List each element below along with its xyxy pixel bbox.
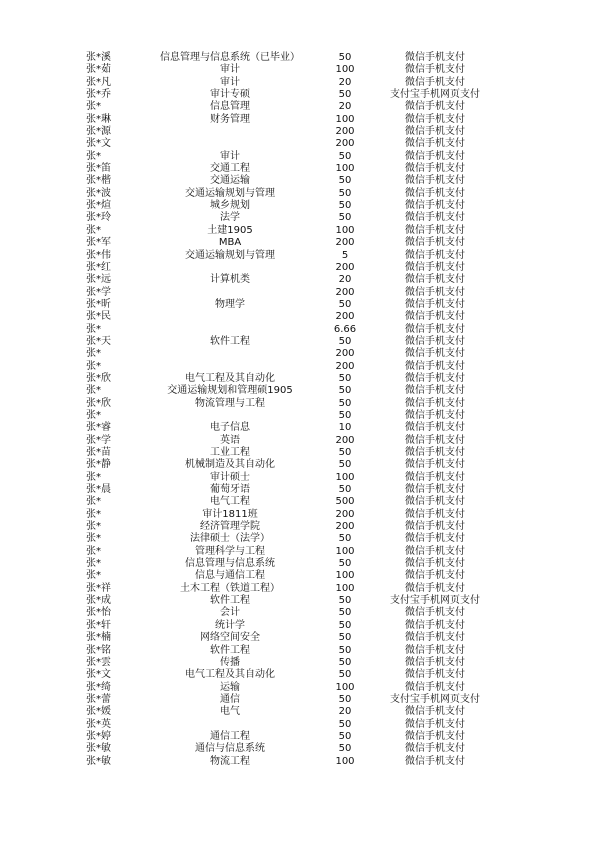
donor-major: 信息管理与信息系统（已毕业）: [160, 52, 300, 63]
table-row: [0, 459, 600, 471]
donor-name: 张*远: [86, 274, 111, 286]
donor-name: 张*笛: [86, 163, 111, 175]
donation-amount: 20: [338, 101, 352, 113]
table-row: [0, 361, 600, 373]
donor-name: 张*: [86, 150, 101, 162]
payment-method: 微信手机支付: [405, 570, 465, 582]
table-row: [0, 336, 600, 348]
donor-name: 张*煊: [86, 200, 111, 212]
payment-method: 微信手机支付: [405, 76, 465, 88]
payment-method: 微信手机支付: [405, 656, 465, 668]
table-row: [0, 595, 600, 607]
donor-name: 张*: [86, 521, 101, 533]
table-row: [0, 77, 600, 89]
payment-method: 微信手机支付: [405, 298, 465, 310]
donation-amount: 50: [338, 607, 352, 619]
donor-major: 经济管理学院: [200, 521, 260, 533]
donation-amount: 50: [338, 459, 352, 471]
donor-name: 张*楷: [86, 175, 111, 187]
payment-method: 微信手机支付: [405, 619, 465, 631]
donor-major: 物理学: [215, 298, 245, 310]
donation-amount: 200: [335, 237, 355, 249]
donation-amount: 50: [338, 187, 352, 199]
payment-method: 微信手机支付: [405, 644, 465, 656]
donor-major: 计算机类: [210, 274, 250, 286]
donor-major: 电气工程: [210, 496, 250, 508]
donation-amount: 50: [338, 693, 352, 705]
donation-amount: 50: [338, 718, 352, 730]
payment-method: 微信手机支付: [405, 484, 465, 496]
donor-major: 交通工程: [210, 163, 250, 175]
donor-name: 张*源: [86, 126, 111, 138]
donor-name: 张*凡: [86, 76, 111, 88]
donor-name: 张*欣: [86, 372, 111, 384]
donation-amount: 200: [335, 521, 355, 533]
donor-major: 物流工程: [210, 755, 250, 767]
donor-major: 信息与通信工程: [195, 570, 265, 582]
donation-amount: 200: [335, 261, 355, 273]
donation-amount: 500: [335, 496, 355, 508]
payment-method: 微信手机支付: [405, 521, 465, 533]
table-row: [0, 138, 600, 150]
payment-method: 支付宝手机网页支付: [390, 89, 480, 101]
donor-name: 张*静: [86, 459, 111, 471]
donation-amount: 50: [338, 644, 352, 656]
donor-major: 交通运输: [210, 175, 250, 187]
table-row: [0, 52, 600, 64]
table-row: [0, 496, 600, 508]
payment-method: 微信手机支付: [405, 755, 465, 767]
table-row: [0, 657, 600, 669]
donor-major: 通信: [220, 693, 240, 705]
donor-major: 软件工程: [210, 644, 250, 656]
donor-major: 工业工程: [210, 447, 250, 458]
payment-method: 微信手机支付: [405, 447, 465, 458]
payment-method: 微信手机支付: [405, 681, 465, 693]
donation-amount: 20: [338, 274, 352, 286]
donor-name: 张*天: [86, 335, 111, 347]
table-row: [0, 188, 600, 200]
table-row: [0, 287, 600, 299]
table-row: [0, 237, 600, 249]
donor-name: 张*学: [86, 434, 111, 446]
donor-major: 财务管理: [210, 113, 250, 125]
donor-name: 张*英: [86, 718, 111, 730]
donor-major: 英语: [220, 434, 240, 446]
donation-amount: 50: [338, 409, 352, 421]
donation-amount: 50: [338, 619, 352, 631]
table-row: [0, 546, 600, 558]
donation-amount: 50: [338, 632, 352, 644]
donor-name: 张*红: [86, 261, 111, 273]
donor-major: 软件工程: [210, 595, 250, 607]
table-row: [0, 743, 600, 755]
table-row: [0, 435, 600, 447]
donation-amount: 200: [335, 434, 355, 446]
payment-method: 微信手机支付: [405, 200, 465, 212]
table-row: [0, 472, 600, 484]
donor-major: 审计1811班: [202, 508, 258, 520]
payment-method: 微信手机支付: [405, 730, 465, 742]
payment-method: 微信手机支付: [405, 360, 465, 372]
donor-name: 张*蕾: [86, 693, 111, 705]
payment-method: 微信手机支付: [405, 126, 465, 138]
donor-major: 通信与信息系统: [195, 743, 265, 755]
payment-method: 微信手机支付: [405, 582, 465, 594]
donor-name: 张*: [86, 471, 101, 483]
donor-name: 张*: [86, 385, 101, 397]
table-row: [0, 645, 600, 657]
payment-method: 微信手机支付: [405, 422, 465, 434]
table-row: [0, 410, 600, 422]
donor-name: 张*琳: [86, 113, 111, 125]
donor-name: 张*: [86, 570, 101, 582]
payment-method: 微信手机支付: [405, 558, 465, 570]
table-row: [0, 706, 600, 718]
donation-amount: 50: [338, 669, 352, 681]
donation-amount: 100: [335, 163, 355, 175]
payment-method: 微信手机支付: [405, 706, 465, 718]
payment-method: 微信手机支付: [405, 224, 465, 236]
table-row: [0, 274, 600, 286]
table-row: [0, 200, 600, 212]
donation-amount: 50: [338, 89, 352, 101]
donation-amount: 200: [335, 138, 355, 150]
payment-method: 微信手机支付: [405, 385, 465, 397]
table-row: [0, 632, 600, 644]
donor-name: 张*波: [86, 187, 111, 199]
donation-amount: 5: [341, 249, 349, 261]
donor-major: 审计: [220, 64, 240, 76]
table-row: [0, 521, 600, 533]
table-row: [0, 669, 600, 681]
donation-amount: 50: [338, 447, 352, 458]
payment-method: 微信手机支付: [405, 496, 465, 508]
payment-method: 微信手机支付: [405, 286, 465, 298]
table-row: [0, 64, 600, 76]
payment-method: 微信手机支付: [405, 138, 465, 150]
table-row: [0, 607, 600, 619]
donation-amount: 10: [338, 422, 352, 434]
payment-method: 微信手机支付: [405, 335, 465, 347]
payment-method: 微信手机支付: [405, 718, 465, 730]
table-row: [0, 509, 600, 521]
donation-amount: 50: [338, 397, 352, 409]
donor-name: 张*: [86, 224, 101, 236]
payment-method: 微信手机支付: [405, 52, 465, 63]
donor-name: 张*茹: [86, 64, 111, 76]
donor-major: 电气工程及其自动化: [185, 669, 275, 681]
table-row: [0, 262, 600, 274]
donor-major: 法律硕士（法学）: [190, 533, 270, 545]
table-row: [0, 583, 600, 595]
payment-method: 微信手机支付: [405, 632, 465, 644]
donor-name: 张*文: [86, 669, 111, 681]
donor-name: 张*: [86, 496, 101, 508]
table-row: [0, 299, 600, 311]
payment-method: 微信手机支付: [405, 459, 465, 471]
donor-major: 机械制造及其自动化: [185, 459, 275, 471]
donation-amount: 50: [338, 743, 352, 755]
donation-amount: 50: [338, 212, 352, 224]
donation-amount: 50: [338, 656, 352, 668]
donor-name: 张*敏: [86, 743, 111, 755]
donation-amount: 50: [338, 730, 352, 742]
donor-major: 软件工程: [210, 335, 250, 347]
donor-major: 传播: [220, 656, 240, 668]
table-row: [0, 348, 600, 360]
donor-name: 张*: [86, 323, 101, 335]
donor-major: 会计: [220, 607, 240, 619]
table-row: [0, 570, 600, 582]
table-row: [0, 682, 600, 694]
donation-amount: 50: [338, 150, 352, 162]
donor-name: 张*玲: [86, 212, 111, 224]
donor-name: 张*溪: [86, 52, 111, 63]
donation-amount: 100: [335, 471, 355, 483]
donation-amount: 100: [335, 64, 355, 76]
payment-method: 微信手机支付: [405, 397, 465, 409]
donor-name: 张*学: [86, 286, 111, 298]
donor-name: 张*军: [86, 237, 111, 249]
donor-major: 管理科学与工程: [195, 545, 265, 557]
donor-name: 张*祥: [86, 582, 111, 594]
donation-amount: 200: [335, 508, 355, 520]
table-row: [0, 484, 600, 496]
donor-major: 电气: [220, 706, 240, 718]
table-row: [0, 756, 600, 768]
donation-amount: 50: [338, 385, 352, 397]
table-row: [0, 731, 600, 743]
payment-method: 微信手机支付: [405, 249, 465, 261]
donation-amount: 200: [335, 126, 355, 138]
donor-name: 张*: [86, 409, 101, 421]
donor-name: 张*铭: [86, 644, 111, 656]
payment-method: 微信手机支付: [405, 261, 465, 273]
table-row: [0, 311, 600, 323]
table-row: [0, 422, 600, 434]
donor-name: 张*昕: [86, 298, 111, 310]
donor-major: 通信工程: [210, 730, 250, 742]
payment-method: 微信手机支付: [405, 372, 465, 384]
payment-method: 微信手机支付: [405, 212, 465, 224]
donation-amount: 50: [338, 558, 352, 570]
donor-major: 网络空间安全: [200, 632, 260, 644]
donation-amount: 100: [335, 570, 355, 582]
payment-method: 微信手机支付: [405, 101, 465, 113]
donor-name: 张*: [86, 348, 101, 360]
payment-method: 微信手机支付: [405, 743, 465, 755]
donor-name: 张*轩: [86, 619, 111, 631]
donation-amount: 200: [335, 311, 355, 323]
table-row: [0, 225, 600, 237]
donor-major: 电气工程及其自动化: [185, 372, 275, 384]
payment-method: 微信手机支付: [405, 533, 465, 545]
donation-amount: 50: [338, 298, 352, 310]
donor-name: 张*睿: [86, 422, 111, 434]
donor-major: 土建1905: [207, 224, 253, 236]
donor-major: 物流管理与工程: [195, 397, 265, 409]
donation-amount: 50: [338, 200, 352, 212]
table-row: [0, 175, 600, 187]
donor-major: 土木工程（铁道工程）: [180, 582, 280, 594]
donor-name: 张*楠: [86, 632, 111, 644]
table-row: [0, 101, 600, 113]
payment-method: 微信手机支付: [405, 607, 465, 619]
donation-amount: 200: [335, 360, 355, 372]
table-row: [0, 558, 600, 570]
donor-major: 审计: [220, 76, 240, 88]
table-row: [0, 398, 600, 410]
payment-method: 微信手机支付: [405, 434, 465, 446]
table-row: [0, 250, 600, 262]
payment-method: 微信手机支付: [405, 187, 465, 199]
donor-name: 张*乔: [86, 89, 111, 101]
table-row: [0, 163, 600, 175]
donor-major: 法学: [220, 212, 240, 224]
table-row: [0, 694, 600, 706]
donation-amount: 50: [338, 372, 352, 384]
donor-major: 信息管理: [210, 101, 250, 113]
donation-amount: 100: [335, 113, 355, 125]
donor-major: MBA: [218, 237, 242, 249]
table-row: [0, 89, 600, 101]
table-row: [0, 620, 600, 632]
payment-method: 微信手机支付: [405, 274, 465, 286]
donation-amount: 100: [335, 582, 355, 594]
donor-major: 信息管理与信息系统: [185, 558, 275, 570]
table-row: [0, 212, 600, 224]
donor-name: 张*婷: [86, 730, 111, 742]
payment-method: 微信手机支付: [405, 323, 465, 335]
donation-amount: 50: [338, 335, 352, 347]
donation-amount: 50: [338, 533, 352, 545]
donation-amount: 50: [338, 52, 352, 63]
payment-method: 微信手机支付: [405, 471, 465, 483]
donation-amount: 20: [338, 706, 352, 718]
donation-amount: 50: [338, 484, 352, 496]
table-row: [0, 719, 600, 731]
donor-name: 张*媛: [86, 706, 111, 718]
donor-major: 审计硕士: [210, 471, 250, 483]
donor-name: 张*民: [86, 311, 111, 323]
donor-major: 交通运输规划与管理: [185, 249, 275, 261]
donor-major: 城乡规划: [210, 200, 250, 212]
donor-major: 运输: [220, 681, 240, 693]
donor-major: 统计学: [215, 619, 245, 631]
payment-method: 微信手机支付: [405, 113, 465, 125]
table-row: [0, 385, 600, 397]
donation-amount: 6.66: [333, 323, 357, 335]
table-row: [0, 114, 600, 126]
donation-amount: 100: [335, 755, 355, 767]
table-row: [0, 447, 600, 459]
donor-name: 张*怡: [86, 607, 111, 619]
donor-name: 张*晨: [86, 484, 111, 496]
donor-major: 审计: [220, 150, 240, 162]
donor-name: 张*苗: [86, 447, 111, 458]
payment-method: 微信手机支付: [405, 669, 465, 681]
donation-amount: 50: [338, 175, 352, 187]
donor-major: 审计专硕: [210, 89, 250, 101]
payment-method: 微信手机支付: [405, 409, 465, 421]
donor-name: 张*文: [86, 138, 111, 150]
donation-amount: 200: [335, 348, 355, 360]
payment-method: 微信手机支付: [405, 163, 465, 175]
donor-name: 张*: [86, 558, 101, 570]
payment-method: 微信手机支付: [405, 508, 465, 520]
donor-name: 张*: [86, 545, 101, 557]
donor-name: 张*敏: [86, 755, 111, 767]
donor-name: 张*欣: [86, 397, 111, 409]
donor-name: 张*: [86, 508, 101, 520]
donor-name: 张*: [86, 101, 101, 113]
payment-method: 微信手机支付: [405, 545, 465, 557]
table-row: [0, 533, 600, 545]
payment-method: 微信手机支付: [405, 175, 465, 187]
donor-name: 张*: [86, 533, 101, 545]
payment-method: 微信手机支付: [405, 64, 465, 76]
payment-method: 微信手机支付: [405, 237, 465, 249]
donation-list: [0, 52, 600, 768]
payment-method: 支付宝手机网页支付: [390, 595, 480, 607]
donor-name: 张*绮: [86, 681, 111, 693]
donor-major: 电子信息: [210, 422, 250, 434]
donation-amount: 100: [335, 224, 355, 236]
table-row: [0, 126, 600, 138]
donation-amount: 100: [335, 545, 355, 557]
donor-name: 张*伟: [86, 249, 111, 261]
donor-major: 葡萄牙语: [210, 484, 250, 496]
donation-amount: 200: [335, 286, 355, 298]
donor-major: 交通运输规划与管理: [185, 187, 275, 199]
donor-name: 张*雲: [86, 656, 111, 668]
payment-method: 支付宝手机网页支付: [390, 693, 480, 705]
donor-name: 张*成: [86, 595, 111, 607]
donation-amount: 50: [338, 595, 352, 607]
payment-method: 微信手机支付: [405, 311, 465, 323]
donation-amount: 20: [338, 76, 352, 88]
table-row: [0, 151, 600, 163]
donor-major: 交通运输规划和管理硕1905: [167, 385, 293, 397]
table-row: [0, 324, 600, 336]
donor-name: 张*: [86, 360, 101, 372]
donation-amount: 100: [335, 681, 355, 693]
payment-method: 微信手机支付: [405, 150, 465, 162]
payment-method: 微信手机支付: [405, 348, 465, 360]
table-row: [0, 373, 600, 385]
